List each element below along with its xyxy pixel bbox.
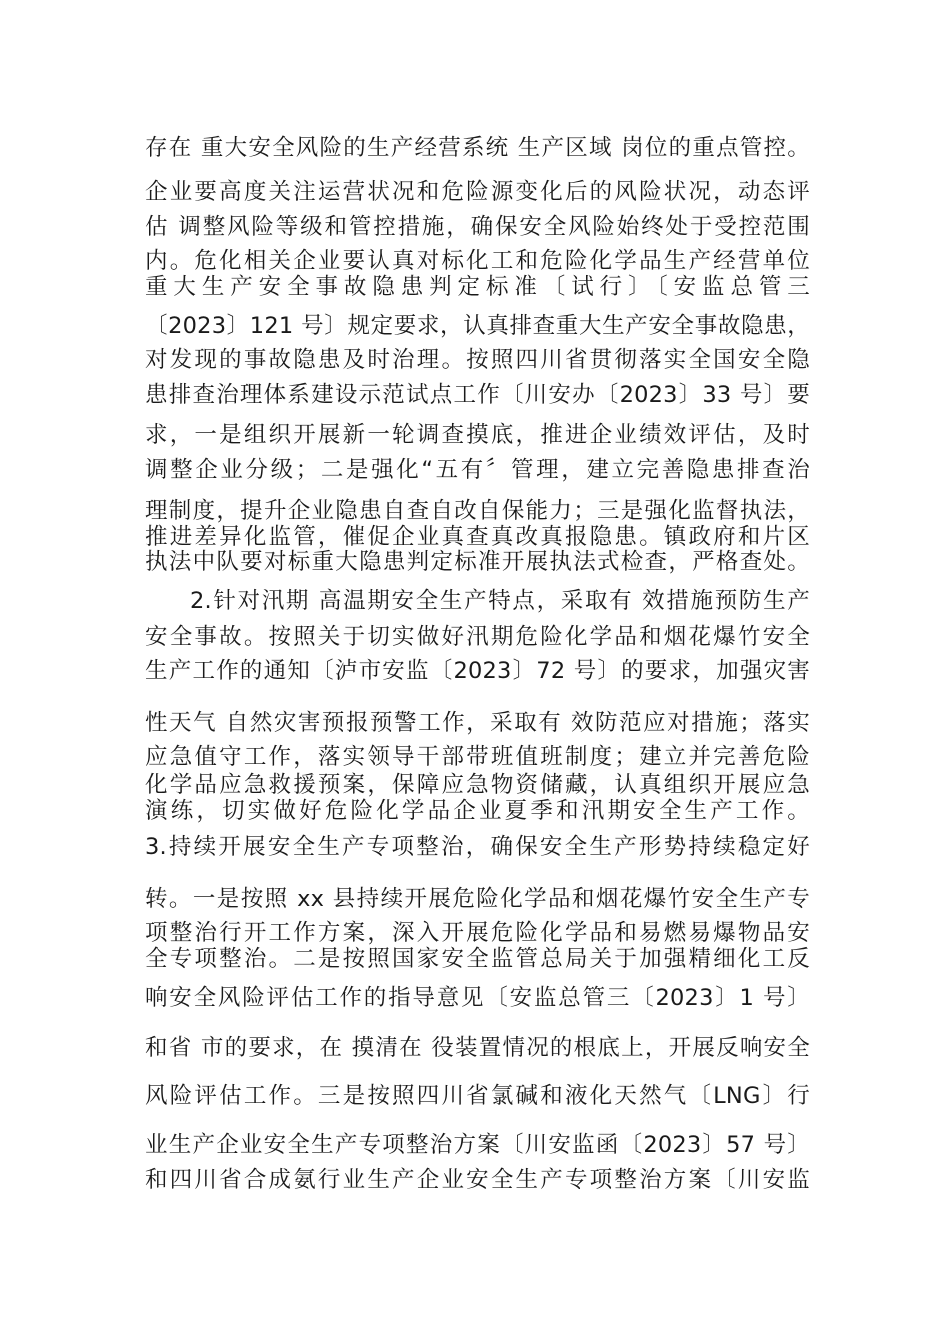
paragraph-line: 对发现的事故隐患及时治理。按照四川省贯彻落实全国安全隐 <box>145 347 810 373</box>
paragraph-line: 风险评估工作。三是按照四川省氯碱和液化天然气〔LNG〕行 <box>145 1083 810 1109</box>
paragraph-line: 化学品应急救援预案，保障应急物资储藏，认真组织开展应急 <box>145 772 810 798</box>
paragraph-line: 患排查治理体系建设示范试点工作〔川安办〔2023〕33 号〕要 <box>145 382 810 408</box>
paragraph-line: 求，一是组织开展新一轮调查摸底，推进企业绩效评估，及时 <box>145 422 810 448</box>
paragraph-line: 转。一是按照 xx 县持续开展危险化学品和烟花爆竹安全生产专 <box>145 886 810 912</box>
paragraph-line: 安全事故。按照关于切实做好汛期危险化学品和烟花爆竹安全 <box>145 624 810 650</box>
paragraph-line: 性天气 自然灾害预报预警工作，采取有 效防范应对措施；落实 <box>145 710 810 736</box>
paragraph-line: 企业要高度关注运营状况和危险源变化后的风险状况，动态评 <box>145 179 810 205</box>
paragraph-line: 全专项整治。二是按照国家安全监管总局关于加强精细化工反 <box>145 946 810 972</box>
paragraph-line: 内。危化相关企业要认真对标化工和危险化学品生产经营单位 <box>145 248 810 274</box>
paragraph-line: 估 调整风险等级和管控措施，确保安全风险始终处于受控范围 <box>145 214 810 240</box>
paragraph-line: 〔2023〕121 号〕规定要求，认真排查重大生产安全事故隐患， <box>145 313 810 339</box>
paragraph-line: 推进差异化监管，催促企业真查真改真报隐患。镇政府和片区 <box>145 524 810 550</box>
paragraph-line: 和四川省合成氨行业生产企业安全生产专项整治方案〔川安监 <box>145 1167 810 1193</box>
paragraph-line: 响安全风险评估工作的指导意见〔安监总管三〔2023〕1 号〕 <box>145 985 810 1011</box>
paragraph-line: 重大生产安全事故隐患判定标准〔试行〕〔安监总管三 <box>145 274 810 300</box>
paragraph-line: 应急值守工作，落实领导干部带班值班制度；建立并完善危险 <box>145 744 810 770</box>
paragraph-line: 生产工作的通知〔泸市安监〔2023〕72 号〕的要求，加强灾害 <box>145 658 810 684</box>
paragraph-line: 3.持续开展安全生产专项整治，确保安全生产形势持续稳定好 <box>145 834 810 860</box>
paragraph-line: 演练，切实做好危险化学品企业夏季和汛期安全生产工作。 <box>145 798 810 824</box>
paragraph-line: 调整企业分级；二是强化“五有〞管理，建立完善隐患排查治 <box>145 457 810 483</box>
paragraph-line: 项整治行开工作方案，深入开展危险化学品和易燃易爆物品安 <box>145 920 810 946</box>
paragraph-line: 业生产企业安全生产专项整治方案〔川安监函〔2023〕57 号〕 <box>145 1132 810 1158</box>
paragraph-line: 执法中队要对标重大隐患判定标准开展执法式检查，严格查处。 <box>145 549 810 575</box>
paragraph-line: 理制度，提升企业隐患自查自改自保能力；三是强化监督执法， <box>145 498 810 524</box>
paragraph-line: 和省 市的要求，在 摸清在 役装置情况的根底上，开展反响安全 <box>145 1035 810 1061</box>
paragraph-line: 存在 重大安全风险的生产经营系统 生产区域 岗位的重点管控。 <box>145 135 810 161</box>
paragraph-line: 2.针对汛期 高温期安全生产特点，采取有 效措施预防生产 <box>190 588 810 614</box>
